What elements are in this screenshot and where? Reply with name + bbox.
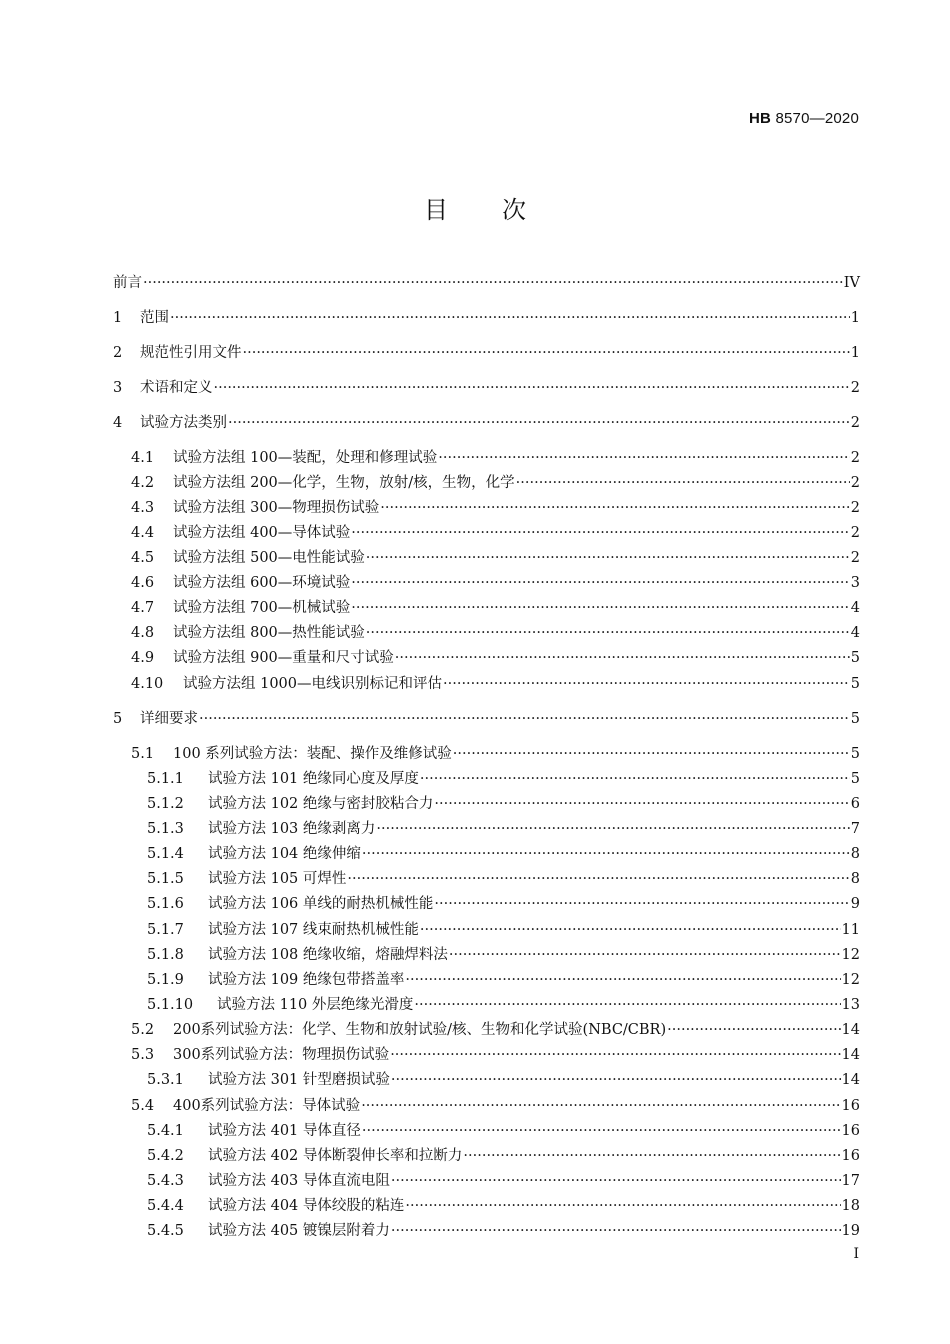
toc-entry[interactable] (113, 573, 860, 593)
toc-entry-page: 14 (841, 1022, 860, 1038)
toc-entry-number: 5.1.5 (147, 871, 184, 887)
toc-leader-dots (351, 598, 849, 618)
toc-entry-number: 5.4.1 (147, 1123, 184, 1139)
toc-leader-dots (390, 1045, 840, 1065)
toc-entry[interactable] (113, 769, 860, 789)
toc-leader-dots (391, 1171, 841, 1191)
toc-entry-title: 试验方法 110 外层绝缘光滑度 (217, 997, 414, 1013)
toc-entry-title: 试验方法 101 绝缘同心度及厚度 (208, 771, 419, 787)
toc-entry-page: 1 (850, 310, 860, 326)
toc-entry-page: 16 (841, 1098, 860, 1114)
toc-entry[interactable] (113, 448, 860, 468)
toc-entry-title: 试验方法 102 绝缘与密封胶粘合力 (208, 796, 434, 812)
toc-entry-number: 4.4 (131, 525, 155, 541)
toc-entry[interactable] (113, 648, 860, 668)
toc-entry-number: 5 (113, 711, 123, 727)
toc-entry-number: 5.1.9 (147, 972, 184, 988)
toc-entry-page: 6 (850, 796, 860, 812)
toc-entry-page: 5 (850, 676, 860, 692)
toc-entry-number: 5.1.6 (147, 896, 184, 912)
toc-leader-dots (351, 573, 849, 593)
toc-entry-title: 试验方法组 100—装配，处理和修理试验 (173, 450, 438, 466)
toc-leader-dots (143, 273, 843, 293)
toc-entry-number: 5.1.3 (147, 821, 184, 837)
page-number: I (853, 1246, 859, 1262)
toc-entry-number: 4.10 (131, 676, 164, 692)
toc-entry-page: 12 (841, 972, 860, 988)
toc-leader-dots (516, 473, 850, 493)
toc-entry-page: 3 (850, 575, 860, 591)
toc-entry-number: 4.1 (131, 450, 155, 466)
toc-entry[interactable] (113, 920, 860, 940)
toc-entry-number: 5.1 (131, 746, 155, 762)
toc-entry[interactable] (113, 869, 860, 889)
toc-entry-title: 试验方法 301 针型磨损试验 (208, 1072, 390, 1088)
toc-entry-number: 1 (113, 310, 123, 326)
toc-entry-number: 5.3.1 (147, 1072, 184, 1088)
toc-leader-dots (420, 769, 850, 789)
toc-leader-dots (347, 869, 849, 889)
document-code-prefix: HB (749, 110, 772, 127)
toc-entry-page: 5 (850, 746, 860, 762)
toc-entry-page: 16 (841, 1123, 860, 1139)
toc-entry[interactable] (113, 1096, 860, 1116)
toc-entry-number: 5.1.7 (147, 922, 184, 938)
toc-entry-title: 试验方法类别 (140, 415, 227, 431)
toc-entry[interactable] (113, 498, 860, 518)
toc-entry-title: 试验方法组 200—化学，生物，放射/核，生物，化学 (173, 475, 515, 491)
toc-entry-number: 5.3 (131, 1047, 155, 1063)
toc-entry-title: 试验方法 103 绝缘剥离力 (208, 821, 376, 837)
toc-entry-page: 8 (850, 871, 860, 887)
toc-entry-number: 5.4.5 (147, 1223, 184, 1239)
toc-entry-title: 试验方法组 300—物理损伤试验 (173, 500, 380, 516)
toc-leader-dots (362, 1121, 841, 1141)
toc-leader-dots (391, 1070, 841, 1090)
toc-entry-number: 4.7 (131, 600, 155, 616)
toc-entry-number: 3 (113, 380, 123, 396)
toc-entry-number: 4 (113, 415, 123, 431)
toc-entry-page: 4 (850, 625, 860, 641)
toc-leader-dots (443, 674, 850, 694)
toc-entry-page: 2 (850, 500, 860, 516)
toc-entry-title: 试验方法 106 单线的耐热机械性能 (208, 896, 434, 912)
toc-entry-number: 5.4.2 (147, 1148, 184, 1164)
toc-entry[interactable] (113, 1146, 860, 1166)
toc-entry[interactable] (113, 1045, 860, 1065)
toc-leader-dots (391, 1221, 841, 1241)
toc-leader-dots (438, 448, 849, 468)
toc-entry-title: 试验方法组 600—环境试验 (173, 575, 351, 591)
toc-entry-number: 5.1.8 (147, 947, 184, 963)
toc-entry-page: 4 (850, 600, 860, 616)
toc-leader-dots (667, 1020, 840, 1040)
toc-entry-page: 16 (841, 1148, 860, 1164)
toc-entry-title: 试验方法 109 绝缘包带搭盖率 (208, 972, 405, 988)
toc-leader-dots (243, 343, 850, 363)
toc-entry[interactable] (113, 413, 860, 433)
toc-entry[interactable] (113, 523, 860, 543)
toc-leader-dots (395, 648, 850, 668)
toc-leader-dots (414, 995, 840, 1015)
toc-entry-page: 5 (850, 771, 860, 787)
toc-entry-title: 详细要求 (140, 711, 198, 727)
toc-entry-number: 4.6 (131, 575, 155, 591)
toc-leader-dots (420, 920, 841, 940)
toc-entry-page: 8 (850, 846, 860, 862)
toc-entry[interactable] (113, 308, 860, 328)
toc-entry-page: 12 (841, 947, 860, 963)
toc-entry-page: 1 (850, 345, 860, 361)
toc-entry-page: 2 (850, 380, 860, 396)
toc-entry-number: 4.2 (131, 475, 155, 491)
toc-entry-number: 5.4.3 (147, 1173, 184, 1189)
toc-entry-page: IV (843, 275, 860, 291)
toc-entry-page: 7 (850, 821, 860, 837)
toc-entry[interactable] (113, 1221, 860, 1241)
toc-leader-dots (434, 894, 849, 914)
toc-entry-title: 400系列试验方法：导体试验 (173, 1098, 361, 1114)
toc-entry-title: 前言 (113, 275, 142, 291)
toc-entry-number: 5.4 (131, 1098, 155, 1114)
toc-leader-dots (380, 498, 849, 518)
toc-entry-title: 试验方法 405 镀镍层附着力 (208, 1223, 390, 1239)
toc-entry[interactable] (113, 473, 860, 493)
toc-entry-number: 5.1.1 (147, 771, 184, 787)
toc-entry[interactable] (113, 744, 860, 764)
toc-leader-dots (351, 523, 849, 543)
toc-entry-title: 100 系列试验方法：装配、操作及维修试验 (173, 746, 452, 762)
toc-leader-dots (228, 413, 850, 433)
toc-entry-page: 2 (850, 525, 860, 541)
toc-entry-title: 术语和定义 (140, 380, 213, 396)
toc-entry-page: 2 (850, 475, 860, 491)
toc-entry[interactable] (113, 709, 860, 729)
toc-entry-title: 试验方法 107 线束耐热机械性能 (208, 922, 419, 938)
toc-entry[interactable] (113, 674, 860, 694)
toc-entry-title: 试验方法组 800—热性能试验 (173, 625, 365, 641)
toc-entry-page: 13 (841, 997, 860, 1013)
toc-entry-page: 17 (841, 1173, 860, 1189)
toc-entry[interactable] (113, 378, 860, 398)
toc-entry[interactable] (113, 598, 860, 618)
toc-entry-page: 9 (850, 896, 860, 912)
toc-entry[interactable] (113, 1070, 860, 1090)
page-title: 目次 (424, 196, 580, 224)
toc-entry[interactable] (113, 819, 860, 839)
toc-entry-number: 5.4.4 (147, 1198, 184, 1214)
toc-entry[interactable] (113, 1121, 860, 1141)
toc-leader-dots (405, 970, 840, 990)
toc-entry-page: 2 (850, 550, 860, 566)
toc-entry[interactable] (113, 1020, 860, 1040)
toc-entry[interactable] (113, 995, 860, 1015)
toc-entry-title: 试验方法 401 导体直径 (208, 1123, 361, 1139)
toc-leader-dots (362, 844, 850, 864)
toc-entry[interactable] (113, 970, 860, 990)
toc-entry[interactable] (113, 945, 860, 965)
toc-leader-dots (199, 709, 850, 729)
toc-entry-title: 试验方法 104 绝缘伸缩 (208, 846, 361, 862)
toc-leader-dots (463, 1146, 840, 1166)
toc-entry-number: 5.1.10 (147, 997, 194, 1013)
toc-leader-dots (366, 623, 850, 643)
toc-entry-page: 5 (850, 711, 860, 727)
toc-entry-title: 试验方法 404 导体绞股的粘连 (208, 1198, 405, 1214)
toc-leader-dots (453, 744, 850, 764)
toc-entry-page: 14 (841, 1047, 860, 1063)
toc-entry[interactable] (113, 1196, 860, 1216)
toc-entry-title: 试验方法 108 绝缘收缩，熔融焊料法 (208, 947, 448, 963)
toc-entry-number: 4.8 (131, 625, 155, 641)
toc-entry[interactable] (113, 343, 860, 363)
toc-entry-title: 试验方法组 400—导体试验 (173, 525, 351, 541)
toc-entry-number: 5.1.4 (147, 846, 184, 862)
toc-leader-dots (361, 1096, 840, 1116)
toc-entry-page: 11 (841, 922, 860, 938)
toc-entry-page: 14 (841, 1072, 860, 1088)
toc-entry-page: 19 (841, 1223, 860, 1239)
toc-entry-title: 300系列试验方法：物理损伤试验 (173, 1047, 390, 1063)
toc-entry[interactable] (113, 548, 860, 568)
toc-entry-title: 试验方法组 500—电性能试验 (173, 550, 365, 566)
toc-leader-dots (376, 819, 849, 839)
toc-entry-number: 4.9 (131, 650, 155, 666)
toc-entry-number: 2 (113, 345, 123, 361)
toc-entry-title: 试验方法组 900—重量和尺寸试验 (173, 650, 394, 666)
toc-entry-title: 试验方法 105 可焊性 (208, 871, 347, 887)
toc-leader-dots (434, 794, 849, 814)
toc-entry-number: 4.5 (131, 550, 155, 566)
toc-leader-dots (449, 945, 841, 965)
toc-entry[interactable] (113, 1171, 860, 1191)
toc-leader-dots (170, 308, 850, 328)
toc-entry-page: 18 (841, 1198, 860, 1214)
toc-entry[interactable] (113, 844, 860, 864)
toc-entry-page: 2 (850, 415, 860, 431)
toc-entry-page: 2 (850, 450, 860, 466)
toc-entry-title: 试验方法组 1000—电线识别标记和评估 (183, 676, 443, 692)
toc-entry-number: 4.3 (131, 500, 155, 516)
toc-entry-title: 范围 (140, 310, 169, 326)
toc-entry-title: 试验方法 402 导体断裂伸长率和拉断力 (208, 1148, 463, 1164)
toc-leader-dots (214, 378, 850, 398)
toc-entry-title: 200系列试验方法：化学、生物和放射试验/核、生物和化学试验(NBC/CBR) (173, 1022, 667, 1038)
toc-leader-dots (405, 1196, 840, 1216)
toc-entry[interactable] (113, 623, 860, 643)
document-code-number: 8570—2020 (771, 110, 859, 127)
toc-entry-page: 5 (850, 650, 860, 666)
toc-entry[interactable] (113, 273, 860, 293)
toc-entry[interactable] (113, 894, 860, 914)
toc-entry-title: 试验方法组 700—机械试验 (173, 600, 351, 616)
toc-leader-dots (366, 548, 850, 568)
toc-entry-title: 规范性引用文件 (140, 345, 242, 361)
toc-entry-title: 试验方法 403 导体直流电阻 (208, 1173, 390, 1189)
toc-entry[interactable] (113, 794, 860, 814)
toc-entry-number: 5.1.2 (147, 796, 184, 812)
toc-entry-number: 5.2 (131, 1022, 155, 1038)
